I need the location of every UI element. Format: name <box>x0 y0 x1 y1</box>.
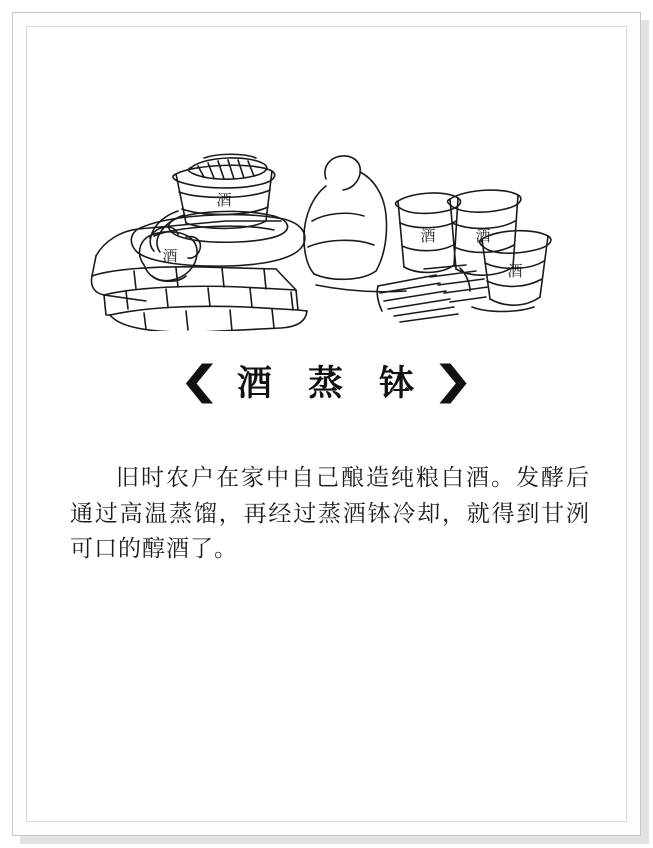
page-content <box>26 26 627 822</box>
page-title-text: 酒 蒸 钵 <box>236 364 427 404</box>
label-barrel-right: 酒 <box>507 262 523 280</box>
label-barrel-middle: 酒 <box>475 227 491 245</box>
illustration <box>26 71 627 331</box>
bracket-left-icon: ❮ <box>179 358 222 404</box>
page-title <box>26 356 627 406</box>
body-paragraph: 旧时农户在家中自己酿造纯粮白酒。发酵后通过高温蒸馏，再经过蒸酒钵冷却，就得到甘洌可口的醇酒了。 <box>70 465 590 563</box>
label-barrel-left: 酒 <box>420 227 436 245</box>
label-steamer-pot: 酒 <box>216 191 232 209</box>
bracket-right-icon: ❯ <box>431 358 474 404</box>
label-jug: 酒 <box>162 247 178 265</box>
